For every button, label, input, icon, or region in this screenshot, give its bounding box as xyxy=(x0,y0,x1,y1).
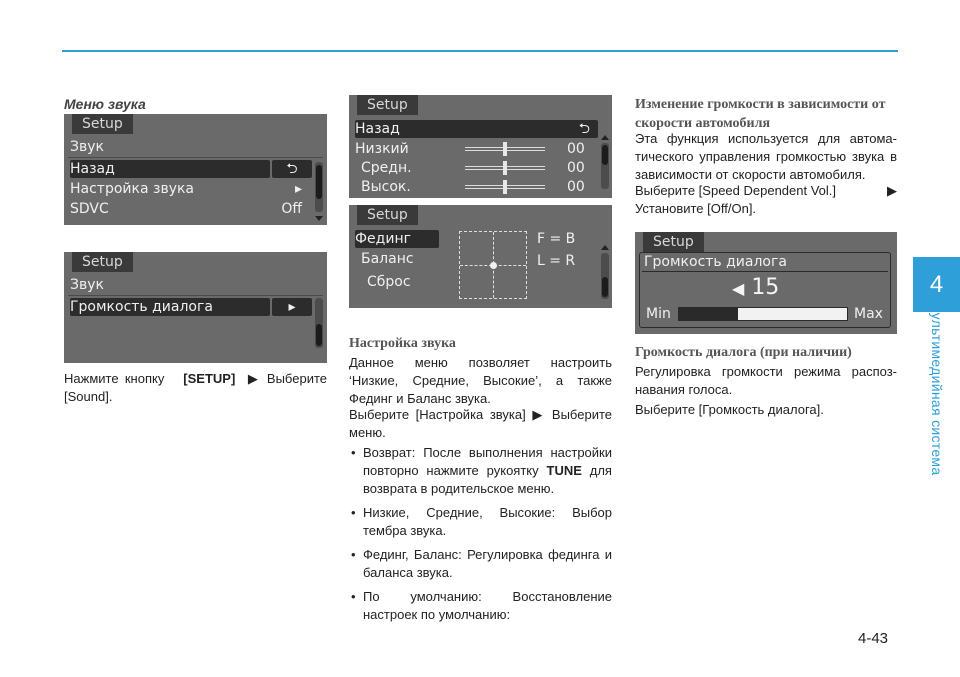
speed-volume-description: Эта функция используется для автома-тического управления громкостью звука в зависимости от скорости автомобиля. xyxy=(635,131,897,182)
volume-bar-fill xyxy=(679,308,738,320)
equalizer-screen xyxy=(349,95,612,198)
scrollbar[interactable] xyxy=(601,143,609,189)
sdvc-item[interactable] xyxy=(70,200,310,218)
bass-value: 00 xyxy=(567,141,585,157)
reset-item[interactable]: Сброс xyxy=(367,274,411,290)
screen-title: Громкость диалога xyxy=(644,254,787,270)
setup-key-label: [SETUP] xyxy=(183,371,236,386)
sound-settings-description: Данное меню позволяет настроить ‘Низкие, Средние, Высокие’, а также Фединг и Баланс звука. xyxy=(349,355,612,406)
mid-label: Средн. xyxy=(361,160,412,176)
return-arrow-icon[interactable]: ⮌ xyxy=(272,160,312,178)
fader-balance-grid[interactable] xyxy=(459,231,527,299)
tune-key-label: TUNE xyxy=(546,463,582,478)
fader-balance-screen xyxy=(349,205,612,308)
scrollbar[interactable] xyxy=(315,162,323,212)
scrollbar[interactable] xyxy=(315,298,323,348)
section-heading-speed-volume: Изменение громкости в зависимости от скорости автомобиля xyxy=(635,97,886,131)
setup-instruction xyxy=(64,370,327,406)
page-number: 4-43 xyxy=(858,630,889,647)
volume-readout xyxy=(732,275,779,300)
dialog-volume-item[interactable] xyxy=(70,298,270,316)
top-rule xyxy=(62,50,898,52)
dialog-volume-description: Регулировка громкости режима распоз-навания голоса. xyxy=(635,364,897,397)
sdvc-label: SDVC xyxy=(70,201,109,217)
section-heading-dialog-volume: Громкость диалога (при наличии) xyxy=(635,345,852,360)
screen-title: Звук xyxy=(70,139,104,155)
list-item xyxy=(349,444,612,498)
treble-label: Высок. xyxy=(361,179,411,195)
fader-item[interactable] xyxy=(355,230,439,248)
balance-item[interactable]: Баланс xyxy=(361,251,414,267)
instruction-text: Выберите [Настройка звука] xyxy=(349,407,526,422)
setup-tab: Setup xyxy=(72,252,133,272)
list-item-text: Возврат: После выполнения настройки повторно нажмите рукоятку xyxy=(363,445,612,478)
list-item: • Низкие, Средние, Высокие: Выбор тембра звука. xyxy=(349,504,612,540)
volume-bar[interactable] xyxy=(678,307,848,321)
back-label: Назад xyxy=(355,121,400,137)
return-arrow-icon: ⮌ xyxy=(578,121,590,137)
balance-point[interactable] xyxy=(490,262,497,269)
screen-title: Звук xyxy=(70,277,104,293)
treble-value: 00 xyxy=(567,179,585,195)
scroll-up-icon xyxy=(601,245,609,250)
bass-label: Низкий xyxy=(355,141,409,157)
dialog-volume-screen xyxy=(635,232,897,334)
divider xyxy=(68,157,323,158)
fader-label: Фединг xyxy=(355,231,411,247)
min-label: Min xyxy=(646,306,671,322)
back-label: Назад xyxy=(70,161,115,177)
arrow-right-icon: ▶ xyxy=(532,407,546,422)
volume-value: 15 xyxy=(751,275,780,300)
scrollbar[interactable] xyxy=(601,253,609,299)
divider xyxy=(68,295,323,296)
sound-settings-label: Настройка звука xyxy=(70,181,195,197)
volume-panel xyxy=(639,252,891,328)
mid-slider-knob[interactable] xyxy=(503,161,507,175)
scroll-down-icon xyxy=(315,216,323,221)
scrollbar-thumb[interactable] xyxy=(602,277,608,297)
sound-settings-list xyxy=(349,444,612,630)
dialog-volume-instruction: Выберите [Громкость диалога]. xyxy=(635,402,824,417)
list-item-text-post: для возврата в родительское меню. xyxy=(363,463,612,496)
arrow-right-icon: ▶ xyxy=(887,183,897,198)
mid-value: 00 xyxy=(567,160,585,176)
back-menu-item[interactable] xyxy=(70,160,270,178)
scrollbar-thumb[interactable] xyxy=(316,165,322,199)
chapter-number: 4 xyxy=(929,270,944,298)
instruction-text-post: Выберите [Sound]. xyxy=(64,371,327,404)
treble-slider-knob[interactable] xyxy=(503,180,507,194)
balance-value: L = R xyxy=(537,253,576,269)
bass-slider-knob[interactable] xyxy=(503,142,507,156)
dialog-volume-menu-screen xyxy=(64,252,327,363)
divider xyxy=(642,271,888,272)
scrollbar-thumb[interactable] xyxy=(316,324,322,346)
section-heading-sound-menu: Меню звука xyxy=(64,96,146,112)
instruction-text: Выберите [Speed Dependent Vol.] xyxy=(635,183,837,198)
dialog-volume-label: Громкость диалога xyxy=(70,299,213,315)
list-item: • По умолчанию: Восстановление настроек по умолчанию: xyxy=(349,588,612,624)
setup-tab: Setup xyxy=(357,205,418,225)
back-menu-item[interactable] xyxy=(355,120,598,138)
scroll-up-icon xyxy=(601,135,609,140)
arrow-right-icon: ▶ xyxy=(247,371,261,386)
max-label: Max xyxy=(854,306,883,322)
setup-tab: Setup xyxy=(72,114,133,134)
instruction-text-post: Установите [Off/On]. xyxy=(635,201,757,216)
sound-menu-screen xyxy=(64,114,327,225)
instruction-text: Нажмите кнопку xyxy=(64,371,165,386)
chevron-right-icon[interactable]: ▸ xyxy=(272,298,312,316)
sound-settings-instruction xyxy=(349,406,612,442)
chapter-title: Мультимедийная система xyxy=(929,300,945,476)
fader-value: F = B xyxy=(537,231,576,247)
chevron-right-icon: ▸ xyxy=(294,181,302,197)
section-heading-sound-settings: Настройка звука xyxy=(349,336,456,351)
setup-tab: Setup xyxy=(643,232,704,252)
sound-settings-item[interactable] xyxy=(70,180,310,198)
instruction-text-post: Выберите меню. xyxy=(349,407,612,440)
scrollbar-thumb[interactable] xyxy=(602,145,608,165)
setup-tab: Setup xyxy=(357,95,418,115)
list-item: • Фединг, Баланс: Регулировка фединга и баланса звука. xyxy=(349,546,612,582)
sdvc-value: Off xyxy=(281,201,302,217)
speaker-icon: ◀ xyxy=(732,279,745,298)
speed-volume-instruction xyxy=(635,182,897,218)
